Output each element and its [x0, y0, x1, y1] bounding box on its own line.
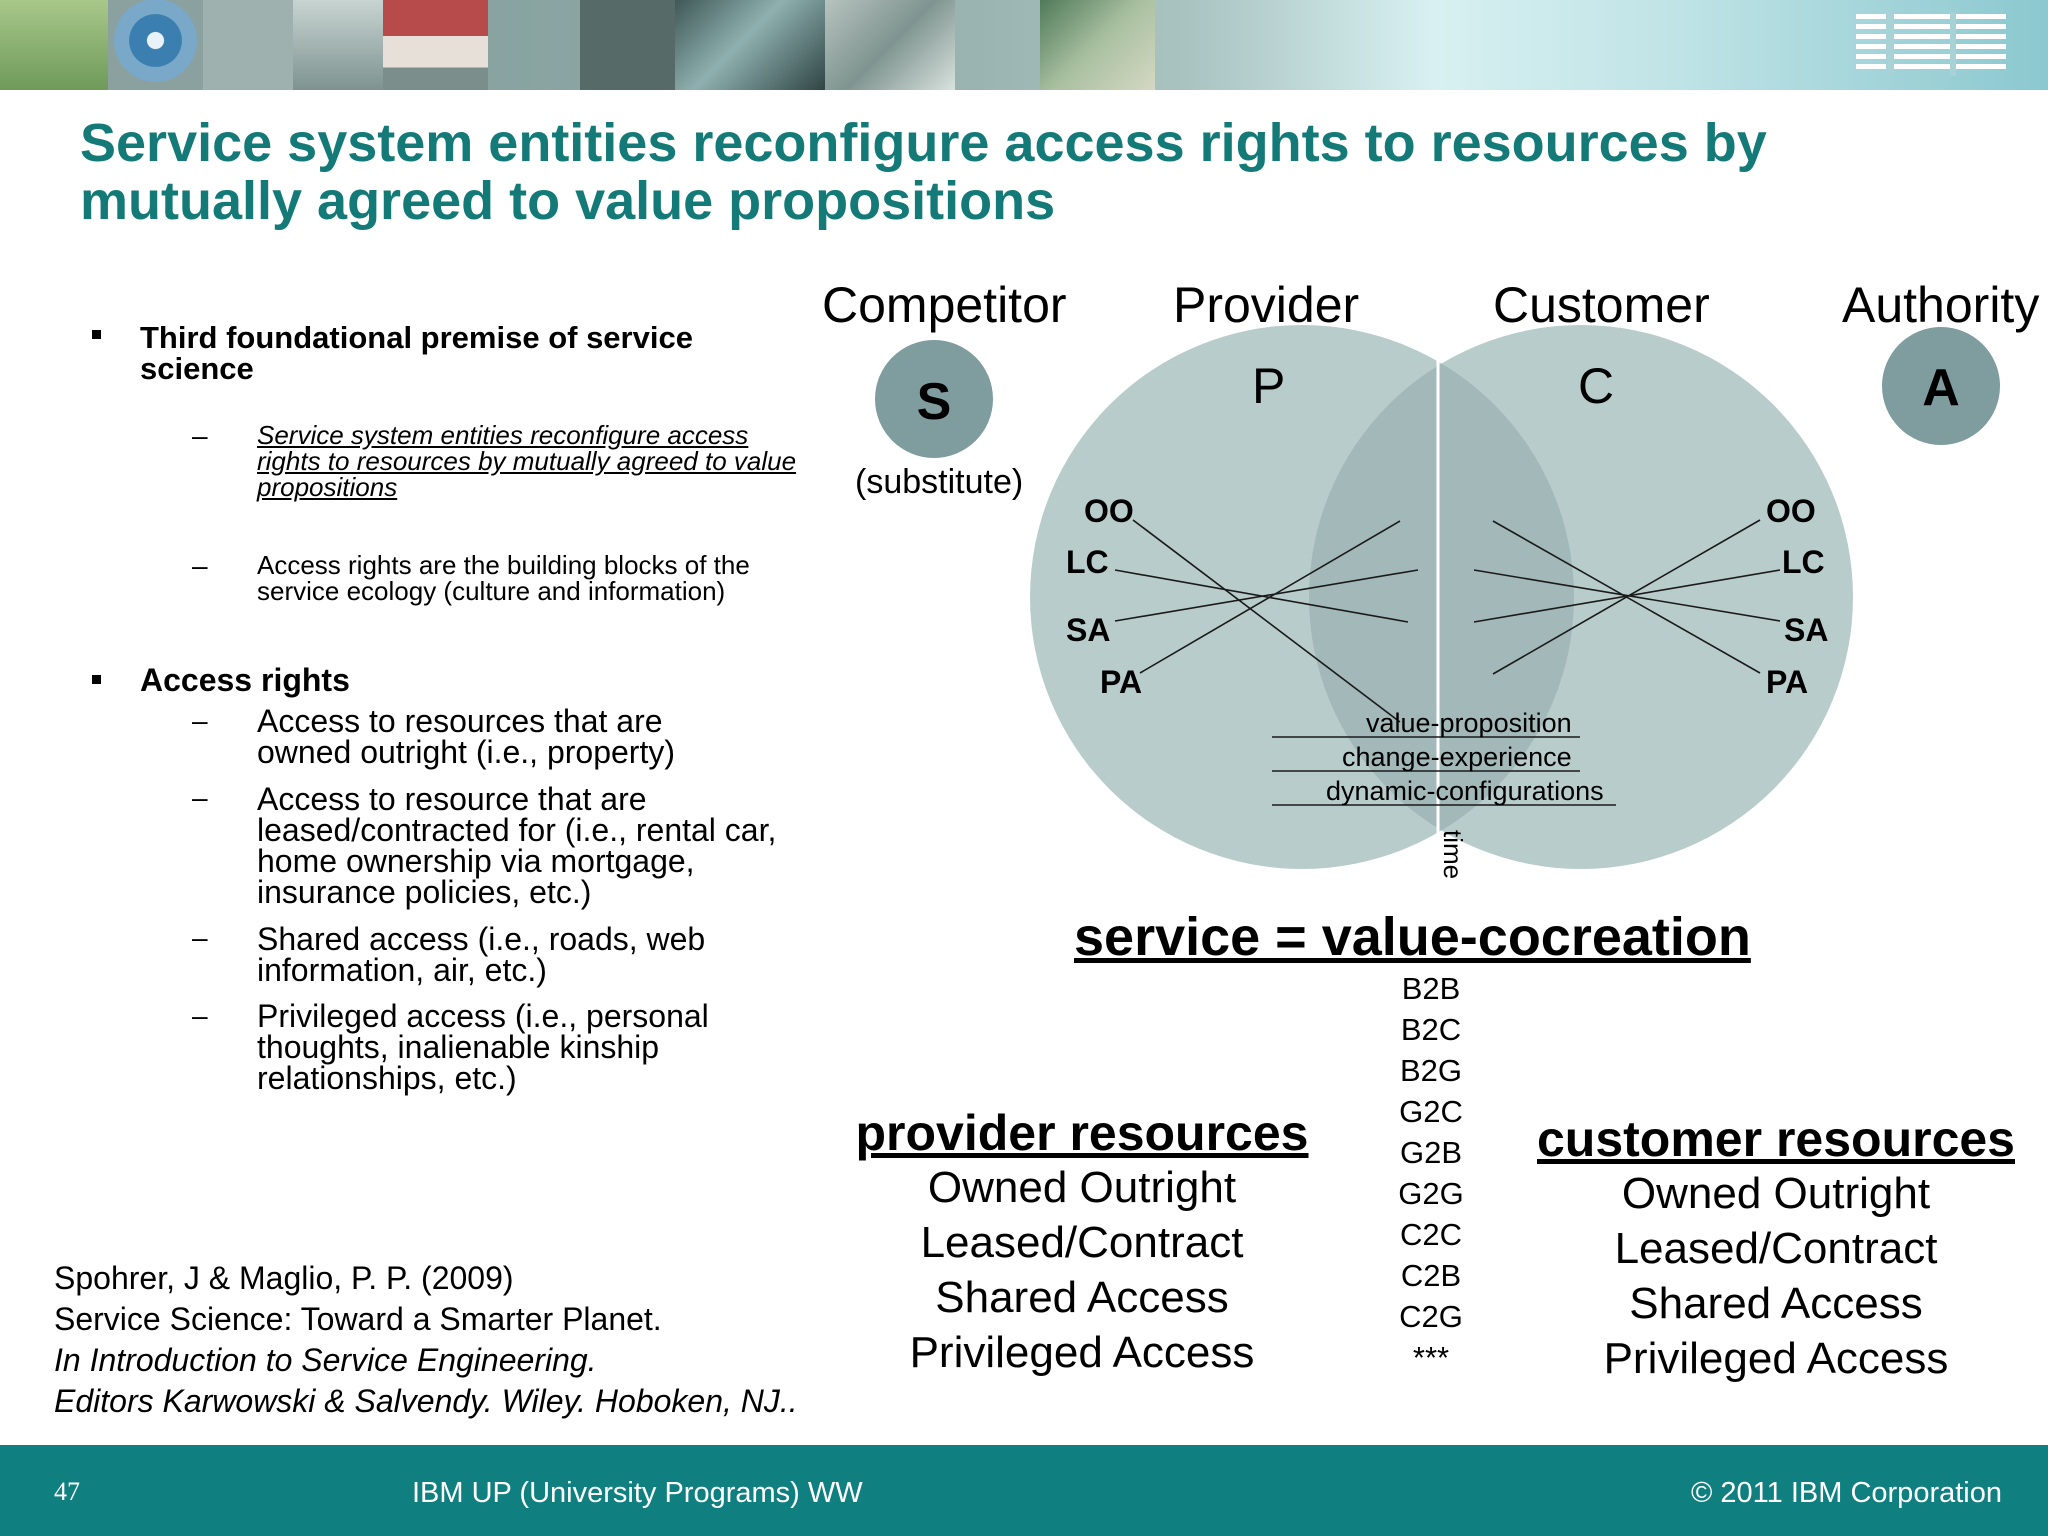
- provider-label-oo: OO: [1084, 493, 1134, 529]
- slide-title: Service system entities reconfigure access rights to resources by mutually agreed to value propositions: [80, 113, 1767, 231]
- access-sub-1: Access to resources that are owned outright (i.e., property): [257, 703, 675, 770]
- role-competitor: Competitor: [822, 277, 1067, 333]
- reference-line: Service Science: Toward a Smarter Planet.: [54, 1301, 662, 1337]
- center-label-value-proposition: value-proposition: [1366, 708, 1572, 738]
- page-number: 47: [54, 1477, 80, 1506]
- relationship-codes: [1370, 968, 1492, 1378]
- competitor-note: (substitute): [855, 463, 1024, 501]
- customer-resource-item: Shared Access: [1629, 1279, 1923, 1328]
- footer-copyright: © 2011 IBM Corporation: [1691, 1477, 2002, 1509]
- center-label-dynamic-configurations: dynamic-configurations: [1326, 776, 1604, 806]
- code-item: C2B: [1400, 1258, 1462, 1293]
- dash-marker: –: [192, 550, 208, 581]
- dash-marker: –: [192, 922, 208, 953]
- provider-letter: P: [1252, 358, 1286, 414]
- access-sub-3: Shared access (i.e., roads, web information, air, etc.): [257, 921, 706, 988]
- role-provider: Provider: [1173, 277, 1360, 333]
- code-item: G2B: [1399, 1135, 1463, 1170]
- reference-line: In Introduction to Service Engineering.: [54, 1342, 597, 1378]
- code-item: G2G: [1398, 1176, 1464, 1211]
- bullet-premise: Third foundational premise of service science: [140, 320, 693, 386]
- dash-marker: –: [192, 420, 208, 451]
- customer-letter: C: [1578, 358, 1615, 414]
- provider-label-pa: PA: [1100, 664, 1143, 700]
- customer-label-oo: OO: [1766, 493, 1816, 529]
- access-sub-4: Privileged access (i.e., personal thoughts, inalienable kinship relationships, etc.): [257, 998, 709, 1096]
- footer-program: IBM UP (University Programs) WW: [412, 1477, 863, 1509]
- dash-marker: –: [192, 782, 208, 813]
- time-axis-arrow: [1428, 270, 1448, 292]
- center-label-change-experience: change-experience: [1342, 742, 1572, 772]
- time-axis-label: time: [1438, 830, 1468, 880]
- code-item: G2C: [1399, 1094, 1463, 1129]
- customer-label-sa: SA: [1784, 612, 1829, 648]
- bullet-access-rights: Access rights: [140, 662, 350, 698]
- customer-label-lc: LC: [1782, 544, 1825, 580]
- provider-resources: [832, 1106, 1332, 1380]
- code-item: B2G: [1399, 1053, 1463, 1088]
- dash-marker: –: [192, 1000, 208, 1031]
- reference-line: Spohrer, J & Maglio, P. P. (2009): [54, 1260, 514, 1296]
- dash-marker: –: [192, 705, 208, 736]
- provider-resource-item: Shared Access: [935, 1273, 1229, 1322]
- role-authority: Authority: [1842, 277, 2040, 333]
- customer-resource-item: Owned Outright: [1621, 1169, 1931, 1218]
- access-sub-2: Access to resource that are leased/contracted for (i.e., rental car, home ownership via mortgage, insurance policies, etc.): [257, 781, 777, 910]
- provider-resource-item: Leased/Contract: [920, 1218, 1244, 1267]
- competitor-letter: S: [916, 373, 952, 431]
- authority-letter: A: [1922, 359, 1960, 417]
- customer-resource-item: Privileged Access: [1603, 1334, 1949, 1383]
- code-item: B2C: [1400, 1012, 1462, 1047]
- footer-bar: [0, 1445, 2048, 1536]
- customer-resource-item: Leased/Contract: [1614, 1224, 1938, 1273]
- code-item: C2G: [1399, 1299, 1463, 1334]
- customer-resources-heading: customer resources: [1536, 1111, 2015, 1167]
- customer-resources: [1526, 1112, 2026, 1386]
- provider-label-lc: LC: [1066, 544, 1109, 580]
- code-item: B2B: [1401, 971, 1461, 1006]
- provider-resource-item: Privileged Access: [909, 1328, 1255, 1377]
- provider-resource-item: Owned Outright: [927, 1163, 1237, 1212]
- customer-label-pa: PA: [1766, 664, 1809, 700]
- provider-label-sa: SA: [1066, 612, 1111, 648]
- role-customer: Customer: [1493, 277, 1710, 333]
- provider-resources-heading: provider resources: [855, 1105, 1309, 1161]
- premise-sub-1: Service system entities reconfigure access rights to resources by mutually agreed to value propositions: [257, 420, 797, 502]
- premise-sub-2: Access rights are the building blocks of the service ecology (culture and information): [257, 550, 750, 606]
- code-item: C2C: [1399, 1217, 1462, 1252]
- reference-line: Editors Karwowski & Salvendy. Wiley. Hoboken, NJ..: [54, 1383, 798, 1419]
- service-equation: service = value-cocreation: [1074, 907, 1751, 967]
- code-item: ***: [1412, 1340, 1450, 1375]
